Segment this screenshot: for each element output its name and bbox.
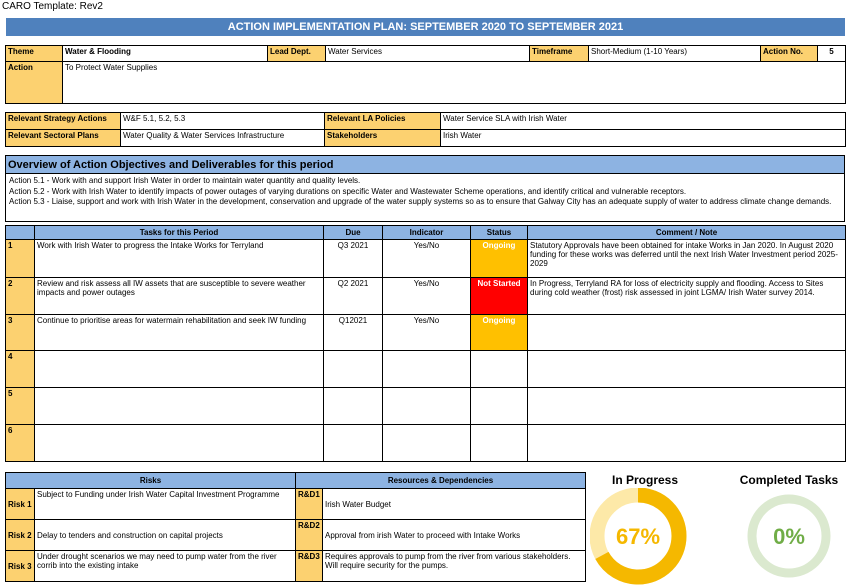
table-row	[6, 351, 846, 388]
risk-text: Under drought scenarios we may need to pump water from the river corrib into the existing intake	[35, 551, 296, 582]
resources-heading: Resources & Dependencies	[296, 473, 586, 489]
task-comment: Statutory Approvals have been obtained for intake Works in Jan 2020. In August 2020 funding for these works was deferred until the next Irish Water Investment period 2025-2029	[528, 240, 846, 278]
task-comment	[528, 425, 846, 462]
sectoral-plans-value: Water Quality & Water Services Infrastructure	[121, 130, 325, 147]
theme-label: Theme	[6, 46, 63, 62]
action-no-value: 5	[818, 46, 846, 62]
in-progress-title: In Progress	[611, 473, 679, 487]
task-text: Continue to prioritise areas for watermain rehabilitation and seek IW funding	[35, 315, 324, 351]
task-due	[324, 425, 383, 462]
strategy-actions-label: Relevant Strategy Actions	[6, 113, 121, 130]
action-label: Action	[6, 62, 63, 104]
resource-text: Irish Water Budget	[323, 489, 586, 520]
task-number: 4	[6, 351, 35, 388]
overview-line: Action 5.3 - Liaise, support and work with Irish Water in the development, conservation and upgrade of the water supply systems so as to ensure that Galway City has an adequate supply of water to address climate change demands.	[9, 197, 832, 206]
action-value: To Protect Water Supplies	[63, 62, 846, 104]
lead-dept-value: Water Services	[326, 46, 530, 62]
strategy-actions-value: W&F 5.1, 5.2, 5.3	[121, 113, 325, 130]
task-indicator	[383, 425, 471, 462]
status-badge	[471, 425, 528, 462]
completed-tasks-title: Completed Tasks	[739, 473, 839, 487]
task-indicator	[383, 351, 471, 388]
table-row	[6, 388, 846, 425]
task-number: 5	[6, 388, 35, 425]
task-text: Review and risk assess all IW assets that are susceptible to severe weather impacts and power outages	[35, 278, 324, 315]
resource-label: R&D3	[296, 551, 323, 582]
progress-donuts	[590, 488, 850, 585]
timeframe-value: Short-Medium (1-10 Years)	[589, 46, 761, 62]
task-indicator	[383, 388, 471, 425]
lead-dept-label: Lead Dept.	[268, 46, 326, 62]
risk-text: Subject to Funding under Irish Water Capital Investment Programme	[35, 489, 296, 520]
task-number: 2	[6, 278, 35, 315]
task-due: Q3 2021	[324, 240, 383, 278]
overview-heading: Overview of Action Objectives and Deliverables for this period	[6, 156, 845, 174]
resource-text: Requires approvals to pump from the river from various stakeholders. Will require security for the pumps.	[323, 551, 586, 582]
task-comment: In Progress, Terryland RA for loss of electricity supply and flooding. Access to Sites during cold weather (frost) risk assessed in joint LGMA/ Irish Water survey 2014.	[528, 278, 846, 315]
in-progress-percent: 67%	[615, 524, 661, 549]
la-policies-label: Relevant LA Policies	[325, 113, 441, 130]
indicator-header: Indicator	[383, 226, 471, 240]
resource-text: Approval from irish Water to proceed with Intake Works	[323, 520, 586, 551]
status-badge: Not Started	[471, 278, 528, 315]
task-indicator: Yes/No	[383, 240, 471, 278]
task-due: Q2 2021	[324, 278, 383, 315]
table-row	[6, 278, 846, 315]
risk-label: Risk 1	[6, 489, 35, 520]
table-row	[6, 240, 846, 278]
overview-line: Action 5.1 - Work with and support Irish Water in order to maintain water quantity and quality levels.	[9, 176, 361, 185]
task-due: Q12021	[324, 315, 383, 351]
resource-label: R&D1	[296, 489, 323, 520]
task-text: Work with Irish Water to progress the Intake Works for Terryland	[35, 240, 324, 278]
status-header: Status	[471, 226, 528, 240]
status-badge	[471, 388, 528, 425]
task-due	[324, 351, 383, 388]
risk-text: Delay to tenders and construction on capital projects	[35, 520, 296, 551]
resource-label: R&D2	[296, 520, 323, 551]
la-policies-value: Water Service SLA with Irish Water	[441, 113, 846, 130]
timeframe-label: Timeframe	[530, 46, 589, 62]
action-no-label: Action No.	[761, 46, 818, 62]
task-comment	[528, 388, 846, 425]
overview-body	[6, 174, 845, 222]
task-indicator: Yes/No	[383, 315, 471, 351]
task-number: 6	[6, 425, 35, 462]
sectoral-plans-label: Relevant Sectoral Plans	[6, 130, 121, 147]
risks-heading: Risks	[6, 473, 296, 489]
risk-label: Risk 3	[6, 551, 35, 582]
task-text	[35, 351, 324, 388]
list-item	[296, 489, 586, 520]
task-comment	[528, 351, 846, 388]
table-row	[6, 315, 846, 351]
relevant-table	[5, 112, 846, 147]
overview-line: Action 5.2 - Work with Irish Water to identify impacts of power outages of varying durations on specific Water and Wastewater Scheme operations, and identify critical and vulnerable receptors.	[9, 186, 687, 196]
page-title: ACTION IMPLEMENTATION PLAN: SEPTEMBER 2020 TO SEPTEMBER 2021	[6, 18, 845, 36]
template-label: CARO Template: Rev2	[2, 1, 103, 12]
due-header: Due	[324, 226, 383, 240]
completed-percent: 0%	[773, 524, 805, 549]
status-badge: Ongoing	[471, 315, 528, 351]
table-row	[6, 425, 846, 462]
list-item	[6, 520, 296, 551]
comment-header: Comment / Note	[528, 226, 846, 240]
tasks-table	[5, 225, 846, 462]
tasks-header: Tasks for this Period	[35, 226, 324, 240]
task-comment	[528, 315, 846, 351]
status-badge: Ongoing	[471, 240, 528, 278]
task-text	[35, 425, 324, 462]
resources-table	[295, 472, 586, 582]
task-due	[324, 388, 383, 425]
list-item	[296, 520, 586, 551]
list-item	[6, 551, 296, 582]
task-text	[35, 388, 324, 425]
list-item	[296, 551, 586, 582]
tasks-num-header	[6, 226, 35, 240]
list-item	[6, 489, 296, 520]
task-indicator: Yes/No	[383, 278, 471, 315]
risk-label: Risk 2	[6, 520, 35, 551]
overview-table	[5, 155, 845, 222]
task-number: 3	[6, 315, 35, 351]
header-table	[5, 45, 846, 104]
theme-value: Water & Flooding	[63, 46, 268, 62]
status-badge	[471, 351, 528, 388]
stakeholders-label: Stakeholders	[325, 130, 441, 147]
stakeholders-value: Irish Water	[441, 130, 846, 147]
task-number: 1	[6, 240, 35, 278]
risks-table	[5, 472, 296, 582]
